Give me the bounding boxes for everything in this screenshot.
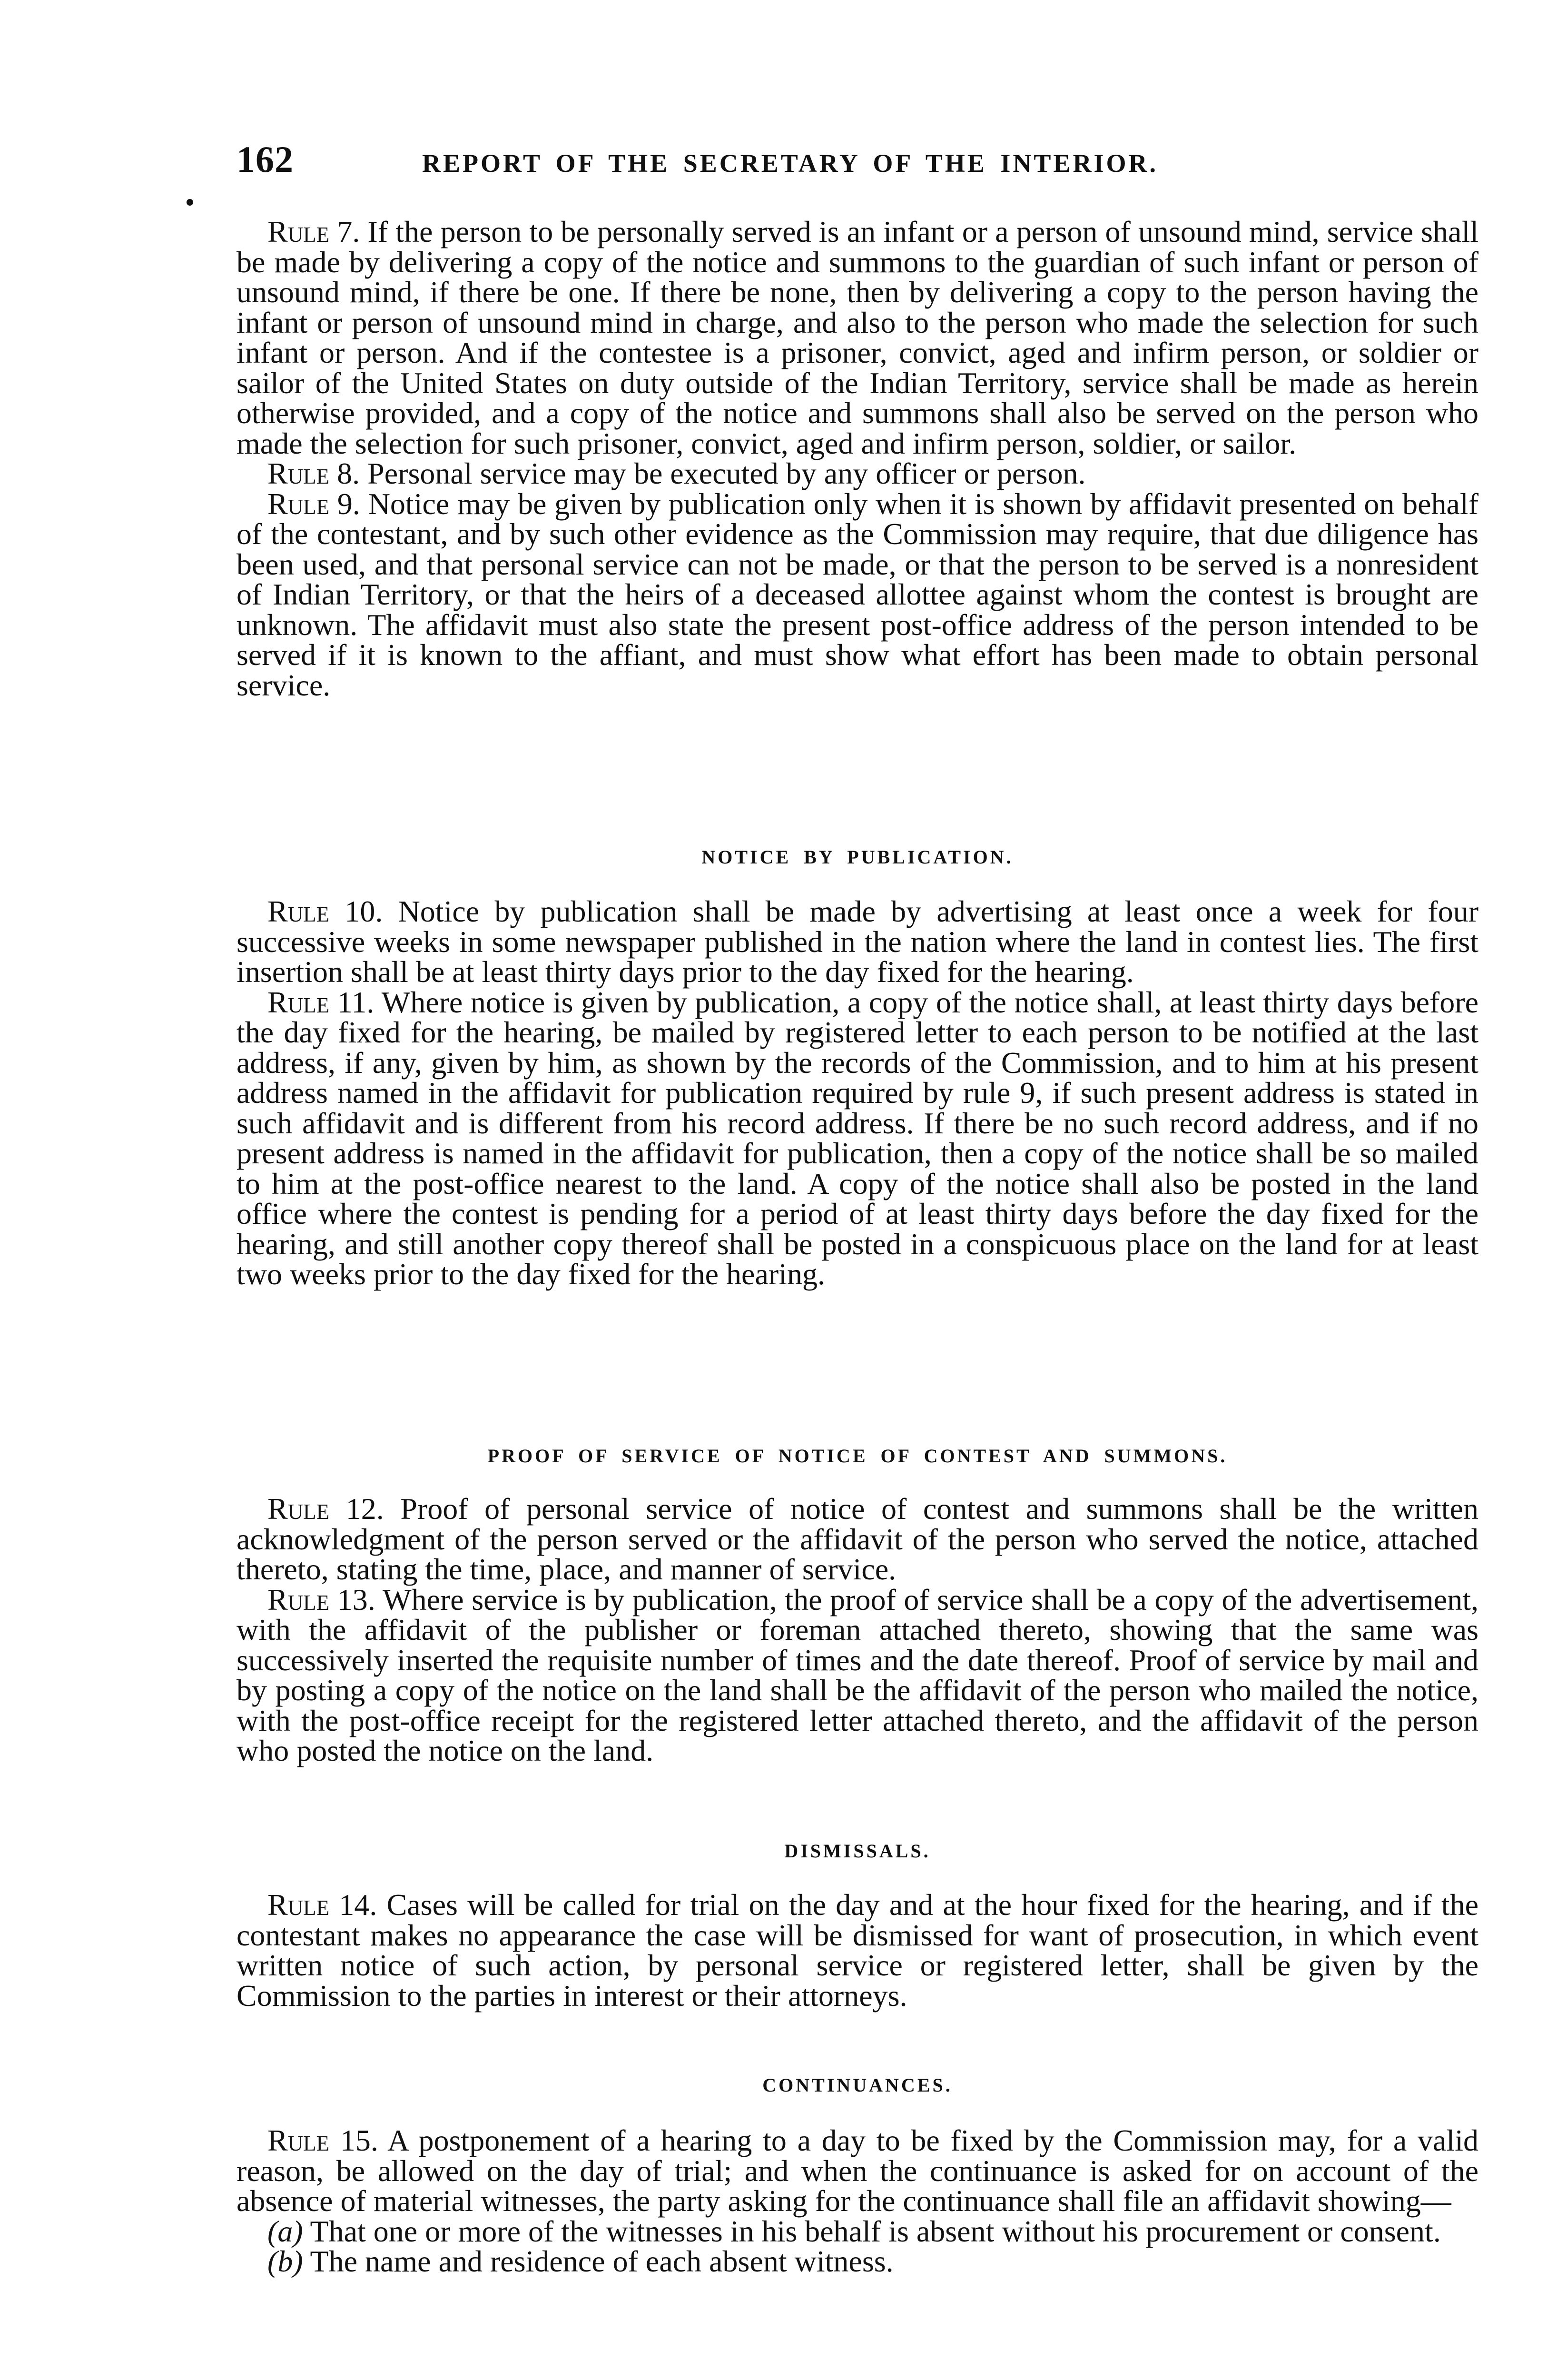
rule-10-paragraph (236, 896, 1478, 987)
rule-label: Rule 10. (267, 894, 383, 928)
rule-text: Cases will be called for trial on the day and at the hour fixed for the hearing, and if the contestant makes no appearance the case will be dismissed for want of prosecution, in which event written notice of such action, by personal service or registered letter, shall be given by the Commission to the parties in interest or their attorneys. (236, 1888, 1478, 2013)
heading-notice-by-publication: NOTICE BY PUBLICATION. (701, 846, 1014, 868)
rules-12-13-block (236, 1494, 1478, 1766)
rule-7-paragraph (236, 217, 1478, 458)
page-number: 162 (236, 139, 294, 180)
rule-text: Notice by publication shall be made by advertising at least once a week for four successive weeks in some newspaper published in the nation where the land in contest lies. The first insertion shall be at least thirty days prior to the day fixed for the hearing. (236, 894, 1479, 989)
rule-14-block (236, 1890, 1478, 2011)
rule-14-paragraph (236, 1890, 1478, 2011)
rule-9-paragraph (236, 486, 1479, 702)
rule-15-block (236, 2125, 1478, 2277)
rule-label: Rule 11. (267, 985, 374, 1019)
item-text: The name and residence of each absent witness. (310, 2244, 894, 2278)
rule-text: Where notice is given by publication, a copy of the notice shall, at least thirty days before the day fixed for the hearing, be mailed by registered letter to each person to be notified at the last address, if any, given by him, as shown by the records of the Commission, and to him at his present address named in the affidavit for publication required by rule 9, if such present address is stated in such affidavit and is different from his record address. If there be no such record address, and if no present address is named in the affidavit for publication, then a copy of the notice shall be so mailed to him at the post-office nearest to the land. A copy of the notice shall also be posted in the land office where the contest is pending for a period of at least thirty days before the day fixed for the hearing, and still another copy thereof shall be posted in a conspicuous place on the land for at least two weeks prior to the day fixed for the hearing. (236, 985, 1479, 1291)
page-header (236, 138, 1326, 190)
heading-dismissals: DISMISSALS. (784, 1840, 931, 1862)
rule-label: Rule 9. (267, 486, 360, 521)
rule-label: Rule 14. (267, 1888, 377, 1922)
rule-15-item-b (236, 2246, 1478, 2277)
rule-11-paragraph (236, 987, 1478, 1289)
rule-label: Rule 12. (267, 1492, 384, 1526)
rule-15-paragraph (236, 2125, 1478, 2216)
rule-text: If the person to be personally served is an infant or a person of unsound mind, service shall be made by delivering a copy of the notice and summons to the guardian of such infant or person of unsound mind, if there be one. If there be none, then by delivering a copy to the person having the infant or person of unsound mind in charge, and also to the person who made the selection for such infant or person. And if the contestee is a prisoner, convict, aged and infirm person, or soldier or sailor of the United States on duty outside of the Indian Territory, service shall be made as herein otherwise provided, and a copy of the notice and summons shall also be served on the person who made the selection for such prisoner, convict, aged and infirm person, soldier, or sailor. (236, 215, 1479, 460)
rule-15-item-a (236, 2216, 1478, 2247)
rule-label: Rule 7. (267, 215, 360, 248)
rule-text: Personal service may be executed by any officer or person. (367, 456, 1086, 490)
rule-text: A postponement of a hearing to a day to be fixed by the Commission may, for a valid reason, be allowed on the day of trial; and when the continuance is asked for on account of the absence of material witnesses, the party asking for the continuance shall file an affidavit showing— (236, 2123, 1478, 2218)
running-head: REPORT OF THE SECRETARY OF THE INTERIOR. (422, 149, 1158, 178)
rules-10-11-block (236, 896, 1478, 1289)
rule-12-paragraph (236, 1494, 1478, 1585)
rule-label: Rule 8. (267, 456, 360, 490)
heading-proof-of-service: PROOF OF SERVICE OF NOTICE OF CONTEST AND SUMMONS. (487, 1445, 1228, 1467)
rules-7-9-block (236, 217, 1478, 700)
rule-8-paragraph (236, 458, 1478, 489)
item-label: (b) (267, 2244, 303, 2278)
heading-continuances: CONTINUANCES. (762, 2074, 953, 2096)
rule-label: Rule 13. (267, 1582, 375, 1616)
rule-text: Proof of personal service of notice of contest and summons shall be the written acknowledgment of the person served or the affidavit of the person who served the notice, attached thereto, stating the time, place, and manner of service. (236, 1492, 1479, 1586)
rule-text: Notice may be given by publication only when it is shown by affidavit presented on behalf of the contestant, and by such other evidence as the Commission may require, that due diligence has been used, and that personal service can not be made, or that the person to be served is a nonresident of Indian Territory, or that the heirs of a deceased allottee against whom the contest is brought are unknown. The affidavit must also state the present post-office address of the person intended to be served if it is known to the affiant, and must show what effort has been made to obtain personal service. (236, 486, 1479, 702)
item-text: That one or more of the witnesses in his behalf is absent without his procurement or consent. (310, 2214, 1441, 2248)
rule-text: Where service is by publication, the proof of service shall be a copy of the advertisement, with the affidavit of the publisher or foreman attached thereto, showing that the same was successively inserted the requisite number of times and the date thereof. Proof of service by mail and by posting a copy of the notice on the land shall be the affidavit of the person who mailed the notice, with the post-office receipt for the registered letter attached thereto, and the affidavit of the person who posted the notice on the land. (236, 1582, 1478, 1767)
item-label: (a) (267, 2214, 303, 2248)
margin-dot (187, 199, 193, 206)
rule-13-paragraph (236, 1582, 1478, 1767)
rule-label: Rule 15. (267, 2123, 378, 2157)
